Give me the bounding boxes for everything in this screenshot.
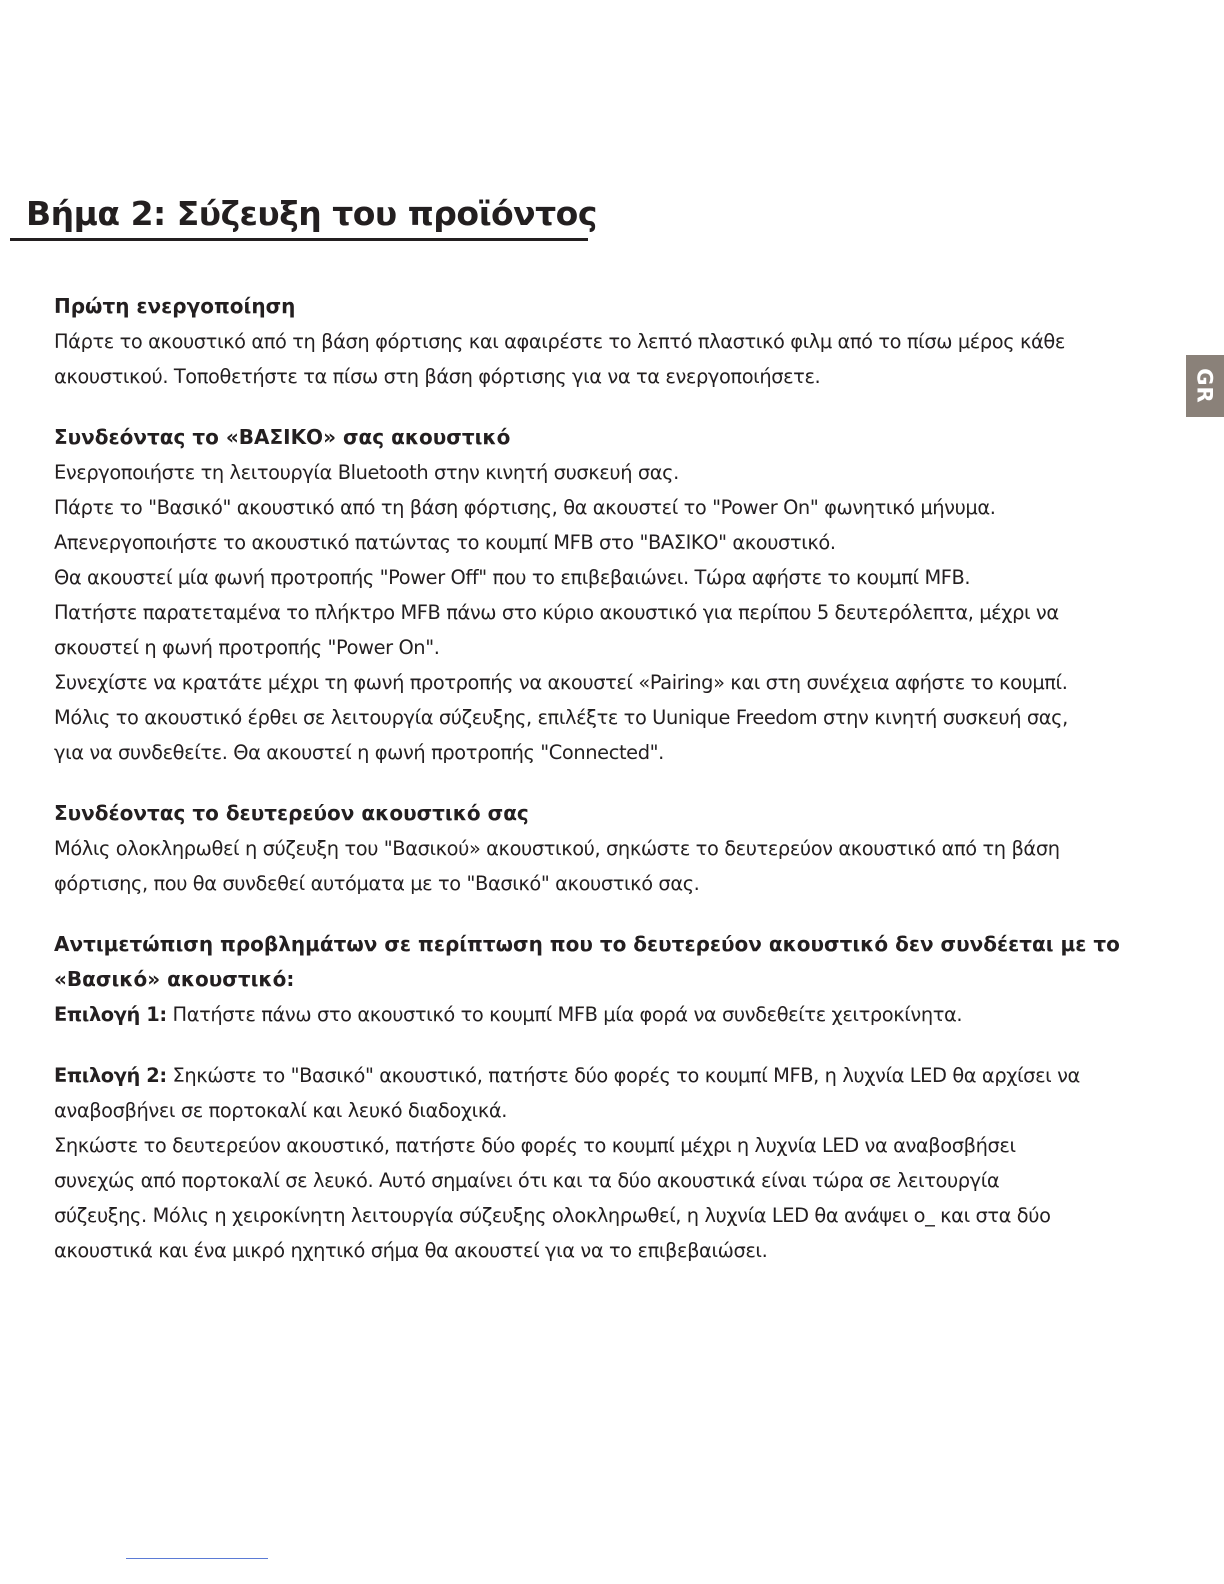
paragraph-line: αναβοσβήνει σε πορτοκαλί και λευκό διαδοχικά. [54, 1099, 507, 1122]
paragraph-line: Συνεχίστε να κρατάτε μέχρι τη φωνή προτροπής να ακουστεί «Pairing» και στη συνέχεια αφήστε το κουμπί. [54, 671, 1068, 694]
option-2-label: Επιλογή 2: [54, 1064, 167, 1087]
footnote-divider [126, 1558, 268, 1559]
section-heading: Συνδεόντας το «ΒΑΣΙΚΟ» σας ακουστικό [54, 425, 511, 449]
paragraph-line: ακουστικά και ένα μικρό ηχητικό σήμα θα ακουστεί για να το επιβεβαιώσει. [54, 1239, 768, 1262]
paragraph-line: Πάρτε το ακουστικό από τη βάση φόρτισης και αφαιρέστε το λεπτό πλαστικό φιλμ από το πίσω μέρος κάθε [54, 330, 1065, 353]
document-body [54, 289, 1184, 1294]
paragraph-line: Θα ακουστεί μία φωνή προτροπής "Power Off" που το επιβεβαιώνει. Τώρα αφήστε το κουμπί MFB. [54, 566, 971, 589]
option-2-line [54, 1058, 1184, 1093]
option-1-label: Επιλογή 1: [54, 1003, 167, 1026]
section-heading: Αντιμετώπιση προβλημάτων σε περίπτωση που το δευτερεύον ακουστικό δεν συνδέεται με το [54, 932, 1120, 956]
paragraph-line: φόρτισης, που θα συνδεθεί αυτόματα με το "Βασικό" ακουστικό σας. [54, 872, 700, 895]
option-1-line [54, 997, 1184, 1032]
paragraph-line: Πάρτε το "Βασικό" ακουστικό από τη βάση φόρτισης, θα ακουστεί το "Power On" φωνητικό μήνυμα. [54, 496, 996, 519]
language-tab-label: GR [1192, 368, 1217, 404]
paragraph-line: Πατήστε παρατεταμένα το πλήκτρο MFB πάνω στο κύριο ακουστικό για περίπου 5 δευτερόλεπτα, μέχρι να [54, 601, 1059, 624]
section-first-activation [54, 289, 1184, 394]
paragraph-line: συνεχώς από πορτοκαλί σε λευκό. Αυτό σημαίνει ότι και τα δύο ακουστικά είναι τώρα σε λειτουργία [54, 1169, 1000, 1192]
paragraph-line: σύζευξης. Μόλις η χειροκίνητη λειτουργία σύζευξης ολοκληρωθεί, η λυχνία LED θα ανάψει o_ και στα δύο [54, 1204, 1051, 1227]
language-tab [1186, 355, 1224, 417]
paragraph-line: Ενεργοποιήστε τη λειτουργία Bluetooth στην κινητή συσκευή σας. [54, 461, 679, 484]
section-troubleshooting [54, 927, 1184, 1032]
section-connect-main [54, 420, 1184, 770]
section-connect-secondary [54, 796, 1184, 901]
paragraph-line: Μόλις το ακουστικό έρθει σε λειτουργία σύζευξης, επιλέξτε το Uunique Freedom στην κινητή συσκευή σας, [54, 706, 1068, 729]
paragraph-line: ακουστικού. Τοποθετήστε τα πίσω στη βάση φόρτισης για να τα ενεργοποιήσετε. [54, 365, 821, 388]
page-title: Βήμα 2: Σύζευξη του προϊόντος [26, 194, 597, 233]
section-heading: Συνδέοντας το δευτερεύον ακουστικό σας [54, 801, 529, 825]
paragraph-line: σκουστεί η φωνή προτροπής "Power On". [54, 636, 440, 659]
section-option-2 [54, 1058, 1184, 1268]
page-title-block [10, 192, 597, 241]
paragraph-line: Απενεργοποιήστε το ακουστικό πατώντας το κουμπί MFB στο "ΒΑΣΙΚΟ" ακουστικό. [54, 531, 836, 554]
option-1-text: Πατήστε πάνω στο ακουστικό το κουμπί MFB μία φορά να συνδεθείτε χειτροκίνητα. [166, 1003, 963, 1026]
section-heading-continued: «Βασικό» ακουστικό: [54, 967, 295, 991]
option-2-text: Σηκώστε το "Βασικό" ακουστικό, πατήστε δύο φορές το κουμπί MFB, η λυχνία LED θα αρχίσει να [166, 1064, 1080, 1087]
paragraph-line: Μόλις ολοκληρωθεί η σύζευξη του "Βασικού» ακουστικού, σηκώστε το δευτερεύον ακουστικό από τη βάση [54, 837, 1060, 860]
paragraph-line: Σηκώστε το δευτερεύον ακουστικό, πατήστε δύο φορές το κουμπί μέχρι η λυχνία LED να αναβοσβήσει [54, 1134, 1016, 1157]
section-heading: Πρώτη ενεργοποίηση [54, 294, 296, 318]
paragraph-line: για να συνδεθείτε. Θα ακουστεί η φωνή προτροπής "Connected". [54, 741, 664, 764]
